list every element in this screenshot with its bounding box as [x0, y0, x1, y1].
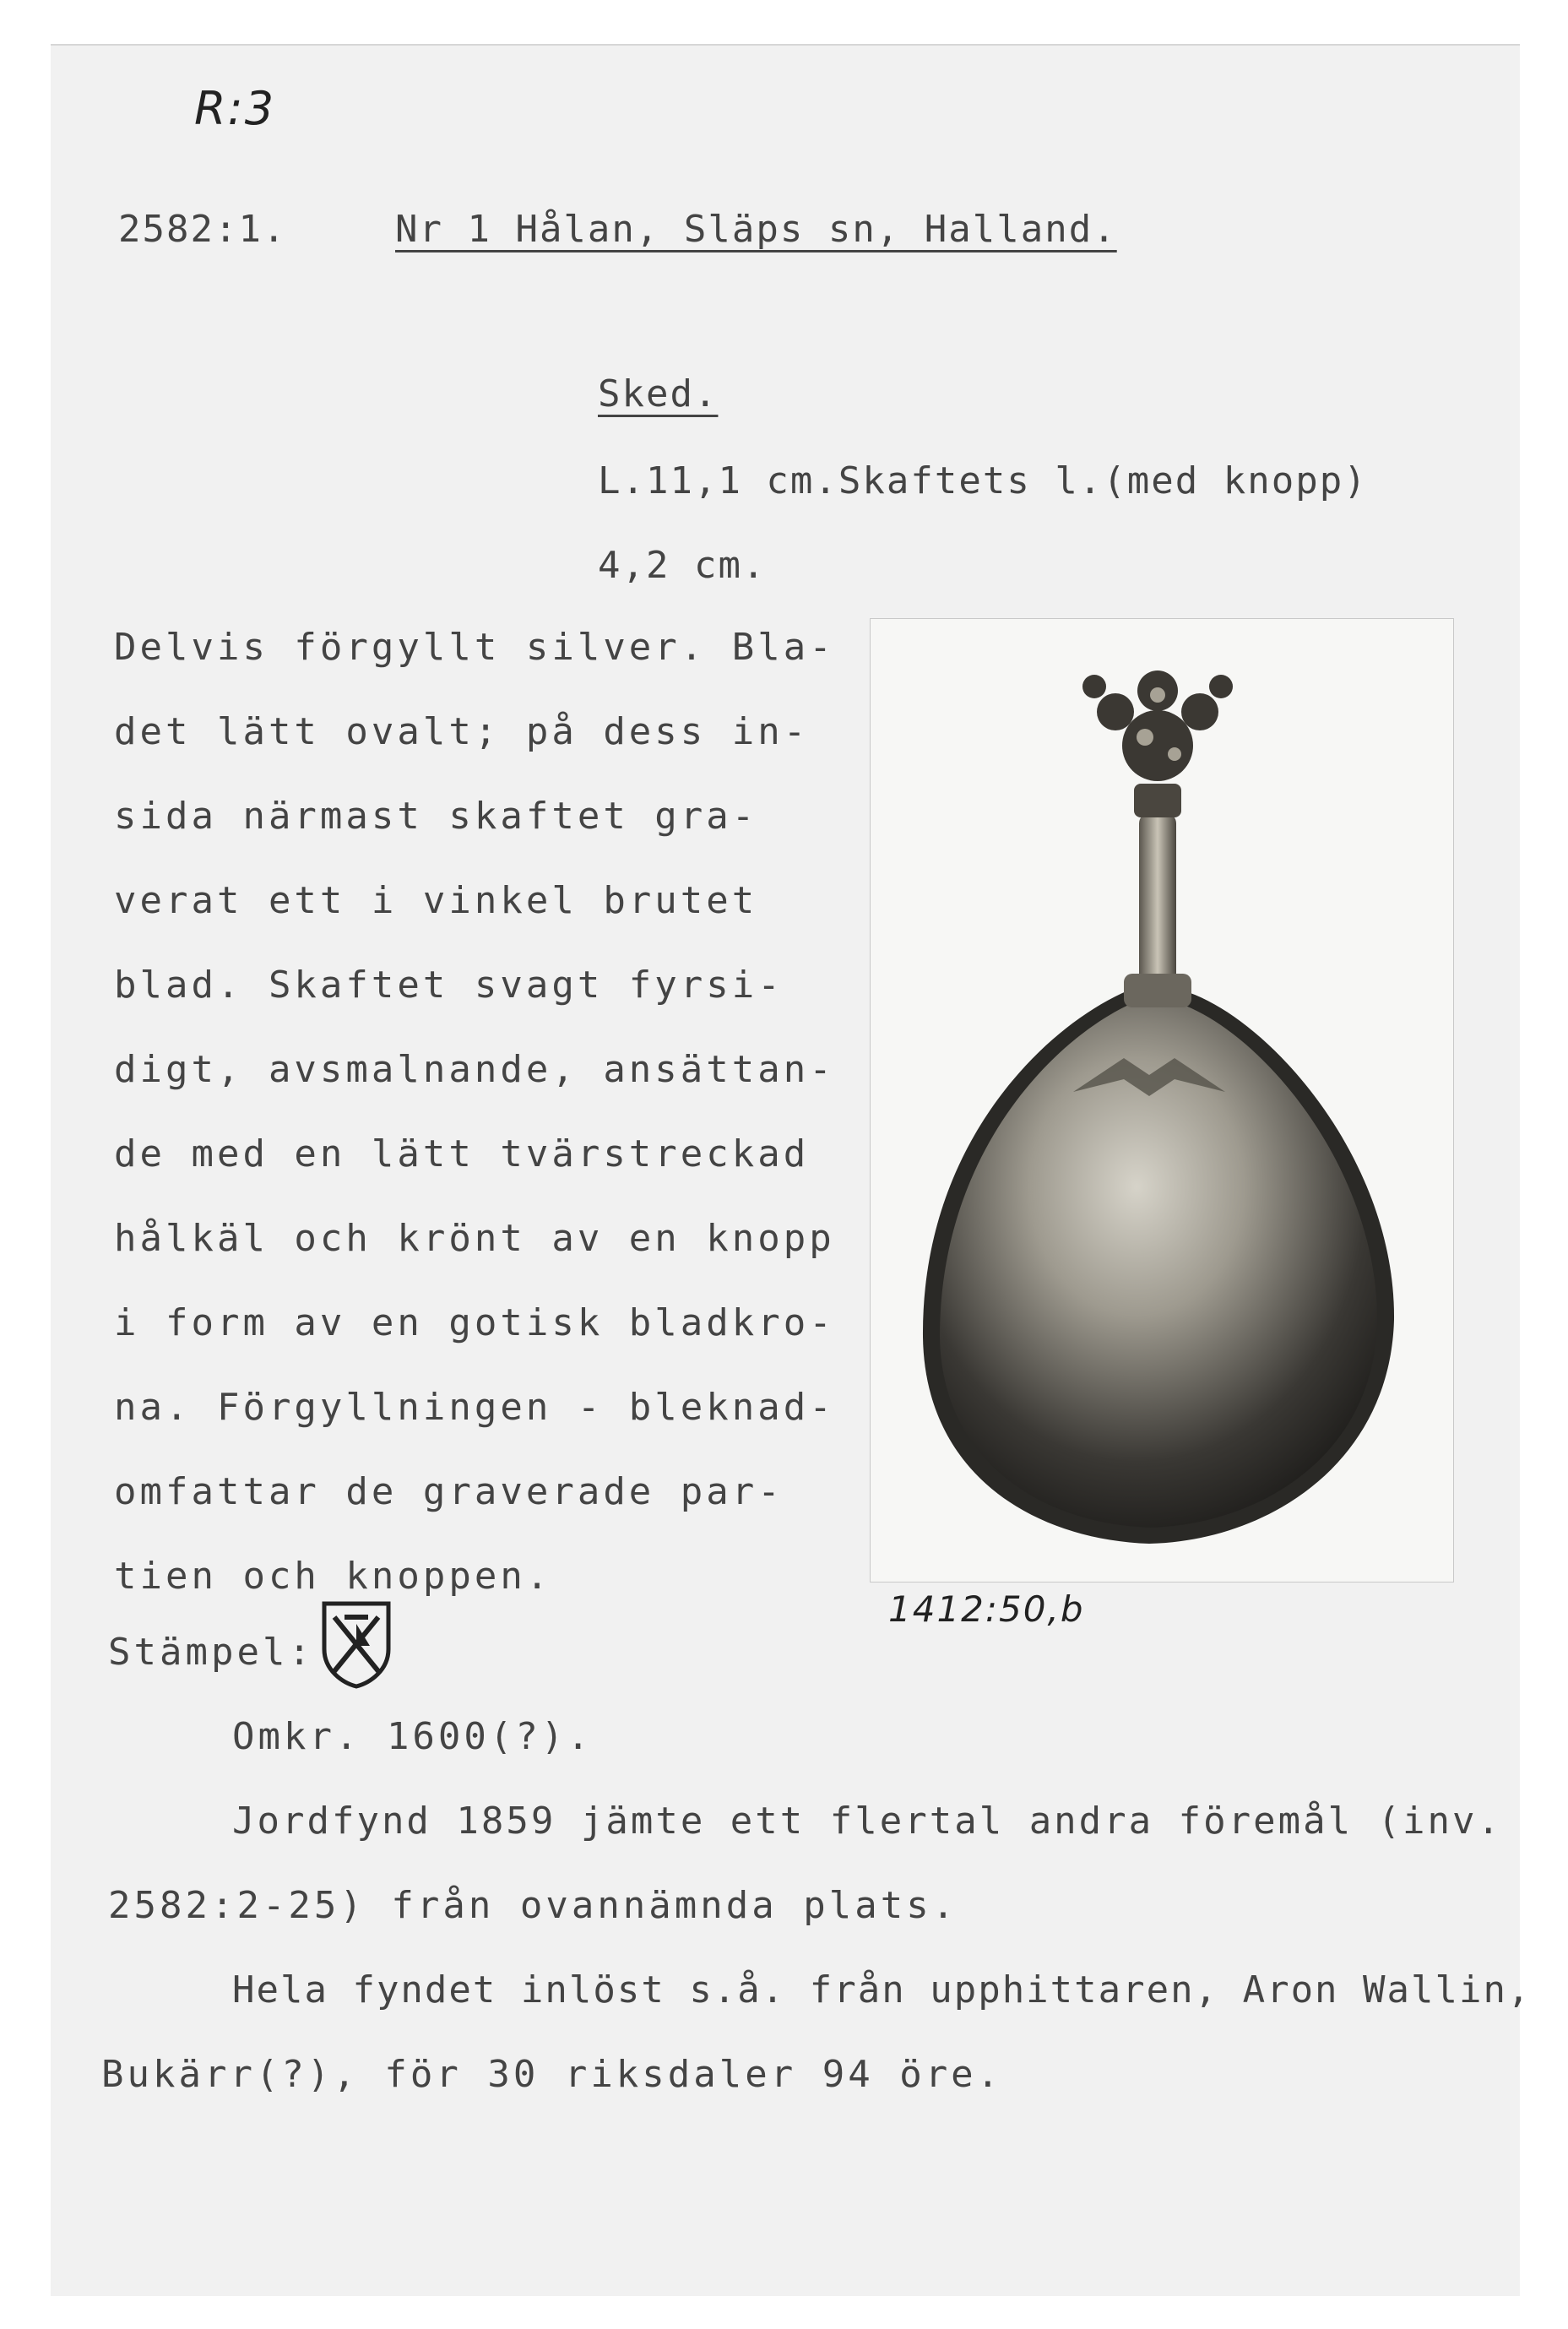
find-context-line: 2582:2-25) från ovannämnda plats. — [108, 1884, 958, 1927]
description-line: de med en lätt tvärstreckad — [114, 1132, 810, 1175]
description-line: verat ett i vinkel brutet — [114, 879, 758, 922]
description-line: blad. Skaftet svagt fyrsi- — [114, 964, 784, 1007]
find-location: Nr 1 Hålan, Släps sn, Halland. — [395, 208, 1117, 251]
object-name: Sked. — [598, 372, 719, 415]
description-line: det lätt ovalt; på dess in- — [114, 710, 810, 753]
stamp-label: Stämpel: — [108, 1631, 314, 1674]
description-line: sida närmast skaftet gra- — [114, 795, 758, 838]
description-line: na. Förgyllningen - bleknad- — [114, 1386, 835, 1429]
find-context-line: Jordfynd 1859 jämte ett flertal andra föremål (inv. — [232, 1800, 1503, 1843]
box-code: R:3 — [194, 82, 276, 135]
object-dimensions-line-1: L.11,1 cm.Skaftets l.(med knopp) — [598, 459, 1368, 502]
spoon-photo — [870, 618, 1454, 1583]
photo-number: 1412:50,b — [888, 1588, 1085, 1630]
hallmark-stamp-icon — [319, 1599, 393, 1690]
dating: Omkr. 1600(?). — [232, 1715, 593, 1758]
acquisition-line: Hela fyndet inlöst s.å. från upphittaren, Aron Wallin, — [232, 1968, 1532, 2011]
object-dimensions-line-2: 4,2 cm. — [598, 544, 767, 587]
description-line: i form av en gotisk bladkro- — [114, 1301, 835, 1344]
description-line: tien och knoppen. — [114, 1555, 552, 1598]
inventory-number: 2582:1. — [118, 208, 287, 251]
spoon-illustration — [871, 619, 1453, 1582]
description-line: omfattar de graverade par- — [114, 1470, 784, 1513]
description-line: hålkäl och krönt av en knopp — [114, 1217, 835, 1260]
description-line: Delvis förgyllt silver. Bla- — [114, 626, 835, 669]
description-line: digt, avsmalnande, ansättan- — [114, 1048, 835, 1091]
acquisition-line: Bukärr(?), för 30 riksdaler 94 öre. — [101, 2053, 1003, 2096]
